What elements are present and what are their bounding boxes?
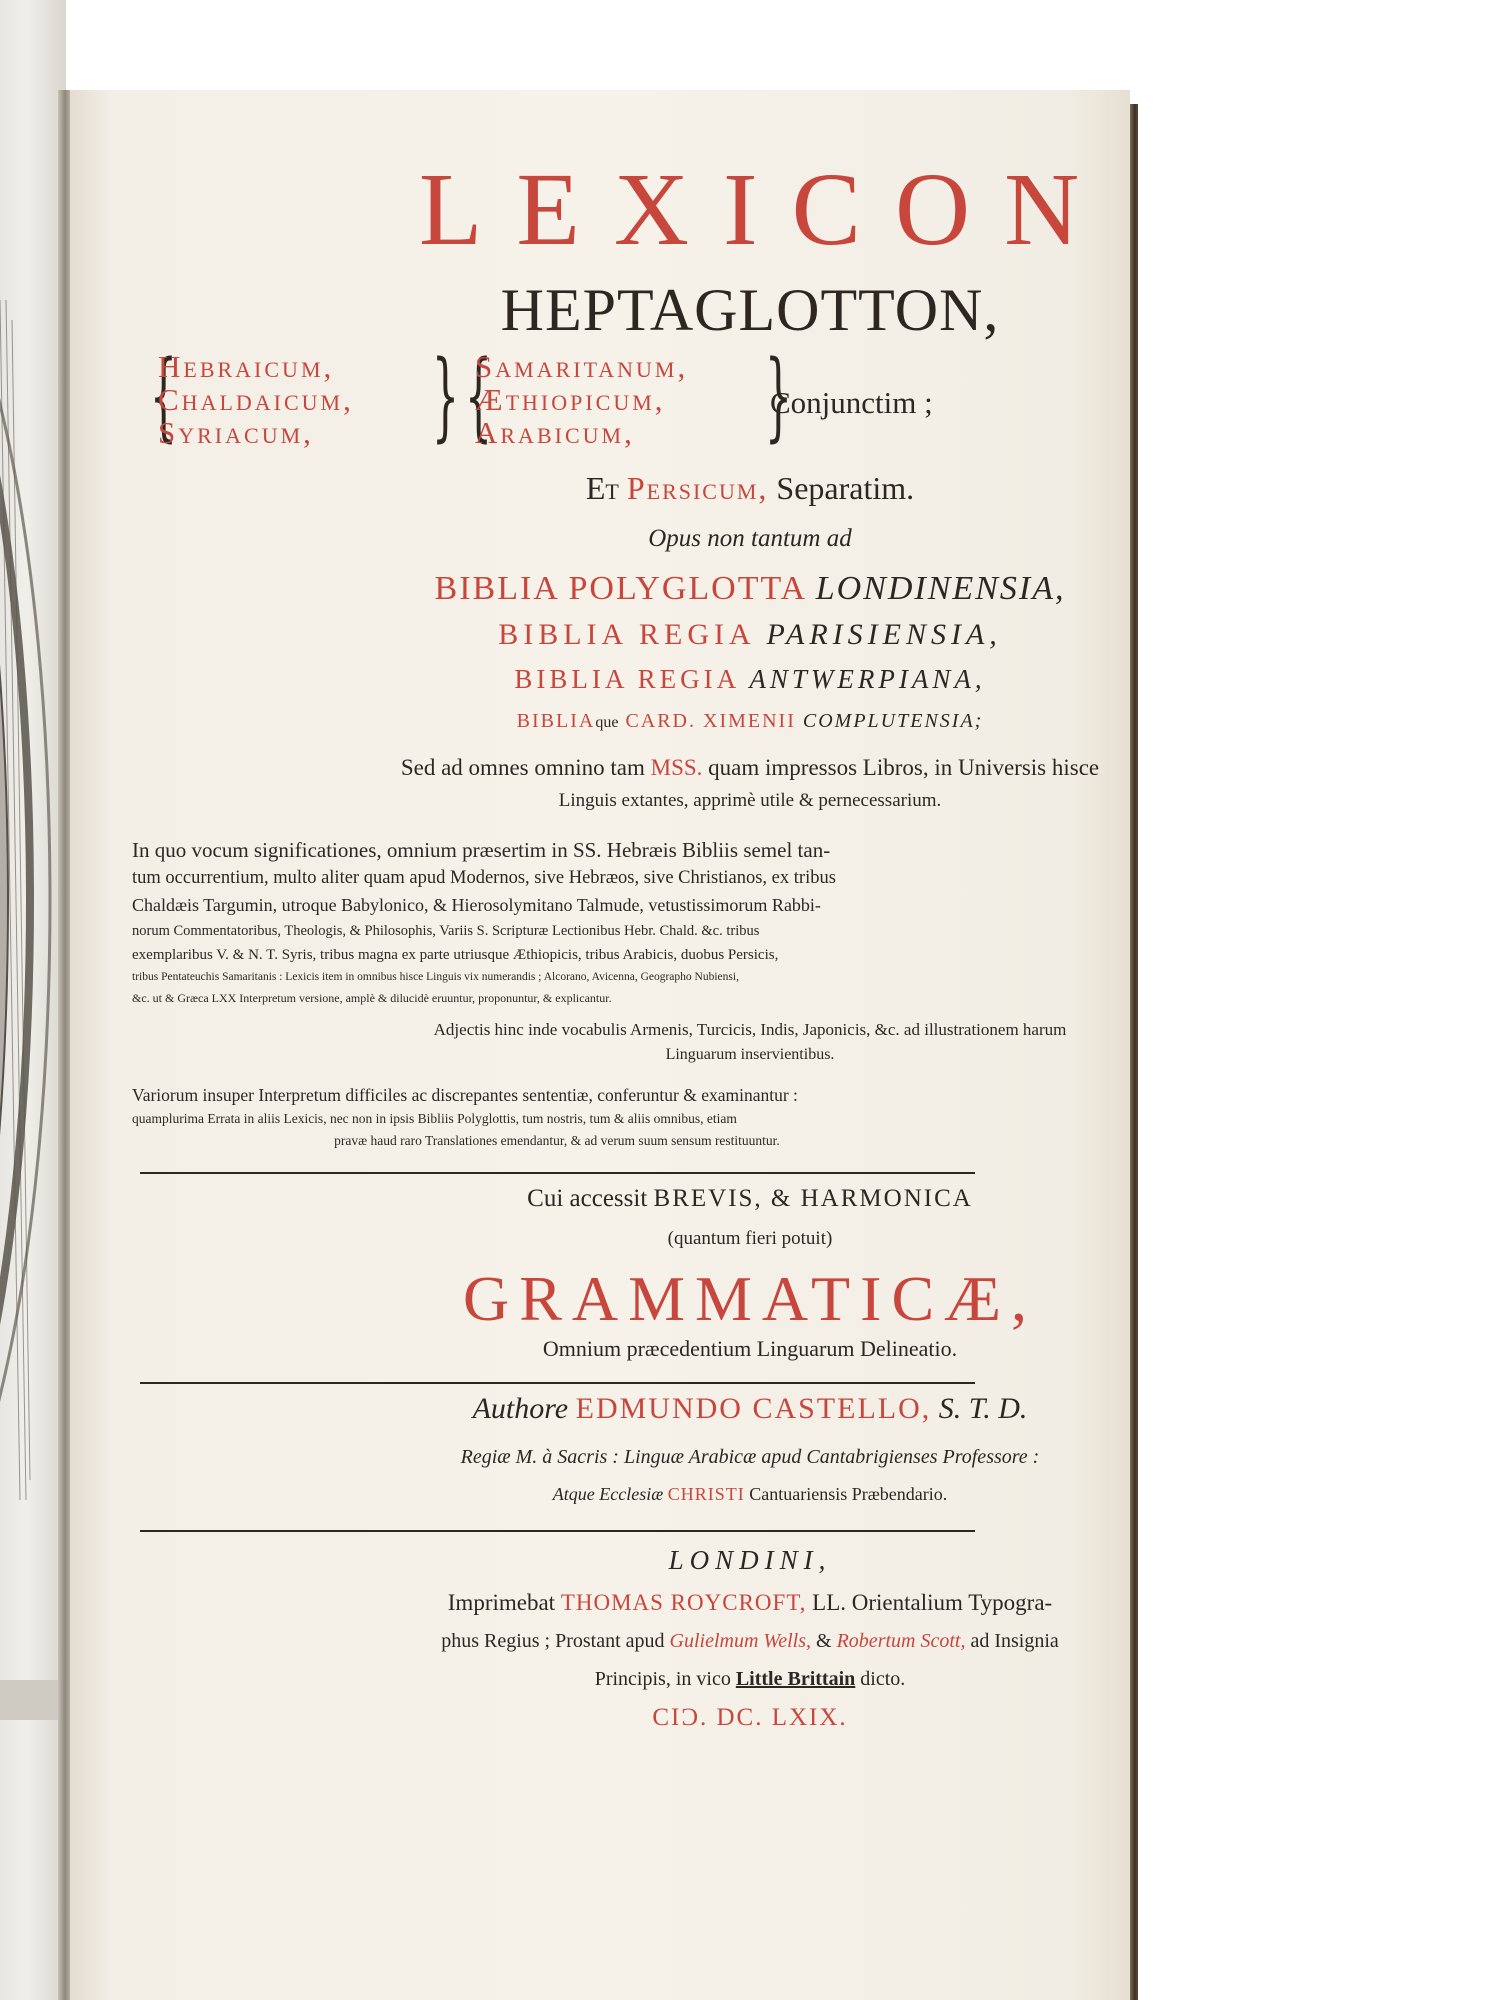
phus-line [0,1630,1500,1653]
bookseller-wells: Gulielmum Wells, [669,1630,812,1652]
divider-rule-3 [140,1530,975,1532]
language-list-group1 [158,350,354,449]
linguis-line: Linguis extantes, apprimè utile & pernecessarium. [558,790,942,811]
biblia-polyglotta: BIBLIA POLYGLOTTA [434,570,806,607]
biblia-word: BIBLIA [516,710,596,732]
bookseller-scott: Robertum Scott, [836,1630,966,1652]
biblia-line-3 [0,664,1500,695]
antwerpiana: ANTWERPIANA, [749,664,986,694]
imprimebat-text: Imprimebat [447,1590,556,1615]
sed-text-a: Sed ad omnes omnino tam [400,755,645,780]
cantuariensis-text: Cantuariensis Præbendario. [749,1484,948,1504]
sed-text-b: quam impressos Libros, in Universis hisce [708,755,1100,780]
persicum-word: Persicum, [626,470,769,506]
regiae-line: Regiæ M. à Sacris : Linguæ Arabicæ apud Cantabrigienses Professore : [460,1446,1040,1468]
omnium-line: Omnium præcedentium Linguarum Delineatio. [542,1336,958,1361]
language-arabicum: Arabicum, [475,415,635,450]
author-name: EDMUNDO CASTELLO, [575,1392,932,1425]
londini-text: LONDINI, [668,1545,832,1575]
language-hebraicum: Hebraicum, [158,349,335,384]
in-quo-paragraph: In quo vocum significationes, omnium præsertim in SS. Hebræis Bibliis semel tan- tum occurrentium, multo aliter quam apud Modernos, sive Hebræos, sive Christianos, ex tribus Chaldæis Targumin, utroque Babylonico, & Hierosolymitano Talmude, vetustissimorum Rabbi- norum Commentatoribus, Theologis, & Philosophis, Variis S. Scripturæ Lectionibus Hebr. Chald. &c. tribus exemplaribus V. & N. T. Syris, tribus magna ex parte utriusque Æthiopicis, tribus Arabicis, duobus Persicis, tribus Pentateuchis Samaritanis : Lexicis item in omnibus hisce Linguis vix numerandis ; Alcorano, Avicenna, Geographo Nubiensi, &c. ut & Græca LXX Interpretum versione, amplè & dilucidè eruuntur, proponuntur, & explicantur. [132,838,836,1005]
que-word: que [595,714,619,731]
persicum-line [0,470,1500,507]
atque-line [0,1484,1500,1505]
divider-rule-2 [140,1382,975,1384]
conjunctim-text: Conjunctim ; [770,385,933,420]
language-chaldaicum: Chaldaicum, [158,382,354,417]
persicum-et: Et [585,470,619,506]
grammaticae-title: GRAMMATICÆ, [462,1263,1038,1334]
language-syriacum: Syriacum, [158,415,314,450]
biblia-line-4 [0,710,1500,733]
author-degree: S. T. D. [938,1392,1028,1425]
author-line [0,1392,1500,1426]
christi-text: CHRISTI [667,1484,745,1504]
biblia-line-2 [0,618,1500,652]
title-lexicon: LEXICON [418,152,1114,267]
language-aethiopicum: Æthiopicum, [475,382,666,417]
sed-line [0,755,1500,781]
quantum-line: (quantum fieri potuit) [667,1228,833,1249]
opus-line: Opus non tantum ad [648,525,852,552]
language-samaritanum: Samaritanum, [475,349,689,384]
brevis-harmonica-text: BREVIS, & HARMONICA [653,1185,973,1212]
right-brace-group1: } [431,340,460,452]
persicum-separatim: Separatim. [776,470,915,506]
publication-date: CIƆ. DC. LXIX. [652,1704,848,1731]
dicto-text: dicto. [860,1668,906,1690]
printer-name: THOMAS ROYCROFT, [560,1590,807,1615]
complutensia: COMPLUTENSIA; [802,710,984,732]
parisiensia: PARISIENSIA, [766,618,1002,651]
cui-accessit-text: Cui accessit [527,1185,648,1212]
variorum-paragraph: Variorum insuper Interpretum difficiles ac discrepantes sententiæ, conferuntur & examinantur : quamplurima Errata in aliis Lexicis, nec non in ipsis Bibliis Polyglottis, tum nostris, tum & aliis omnibus, etiam pravæ haud raro Translationes emendantur, & ad verum suum sensum restituuntur. [132,1085,798,1148]
divider-rule-1 [140,1172,975,1174]
cui-accessit-line [0,1185,1500,1213]
adjectis-line-1: Adjectis hinc inde vocabulis Armenis, Turcicis, Indis, Japonicis, &c. ad illustrationem harum [433,1020,1067,1039]
adjectis-line-2: Linguarum inservientibus. [665,1046,835,1063]
imprimebat-line [0,1590,1500,1616]
typographus-text: LL. Orientalium Typogra- [812,1590,1053,1615]
biblia-line-1 [0,570,1500,608]
prostant-text: phus Regius ; Prostant apud [441,1630,665,1652]
mss-text: MSS. [650,755,703,780]
little-brittain-text: Little Brittain [735,1668,856,1690]
londinensia: LONDINENSIA, [815,570,1066,607]
biblia-regia-2: BIBLIA REGIA [514,664,739,694]
atque-text: Atque Ecclesiæ [552,1484,664,1504]
insignia-text: ad Insignia [970,1630,1059,1652]
authore-text: Authore [472,1392,569,1425]
subtitle-heptaglotton: HEPTAGLOTTON, [500,277,1000,343]
biblia-regia-1: BIBLIA REGIA [498,618,755,651]
left-brace-group1: { [149,340,178,452]
language-list-group2 [475,350,688,449]
card-ximenii: CARD. XIMENII [625,710,796,732]
left-brace-group2: { [464,340,493,452]
principis-text: Principis, in vico [594,1668,731,1690]
principis-line [0,1668,1500,1691]
right-brace-group2: } [764,340,793,452]
ampersand-text: & [816,1630,832,1652]
